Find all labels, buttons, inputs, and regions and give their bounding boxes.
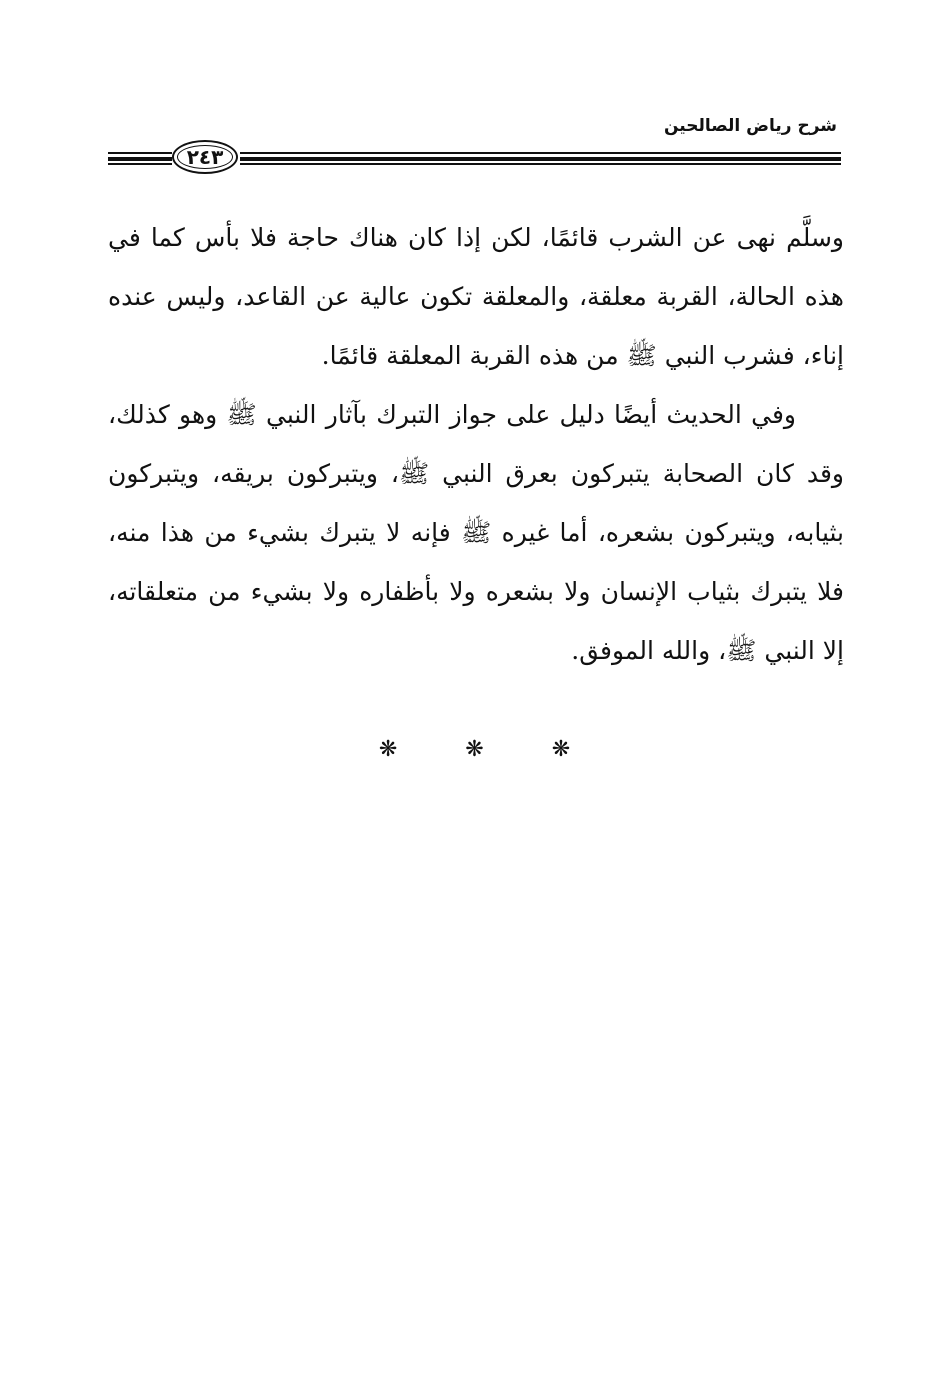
page-number: ٢٤٣ <box>186 145 224 169</box>
paragraph: وفي الحديث أيضًا دليل على جواز التبرك بآثار النبي ﷺ وهو كذلك، وقد كان الصحابة يتبركون بعرق النبي ﷺ، ويتبركون بريقه، ويتبركون بثيابه، ويتبركون بشعره، أما غيره ﷺ فإنه لا يتبرك بشيء من هذا منه، فلا يتبرك بثياب الإنسان ولا بشعره ولا بأظفاره ولا بشيء من متعلقاته، إلا النبي ﷺ، والله الموفق. <box>108 400 845 665</box>
asterism-icon: ❋ <box>378 737 398 762</box>
asterism-icon: ❋ <box>551 737 571 762</box>
header-rule-right <box>240 150 841 166</box>
page-number-badge <box>172 140 238 174</box>
header-rule-left <box>108 150 172 166</box>
paragraph: وسلَّم نهى عن الشرب قائمًا، لكن إذا كان هناك حاجة فلا بأس كما في هذه الحالة، القربة معلقة، والمعلقة تكون عالية عن القاعد، وليس عنده إناء، فشرب النبي ﷺ من هذه القربة المعلقة قائمًا. <box>108 223 844 370</box>
asterism-icon: ❋ <box>465 737 484 762</box>
book-title: شرح رياض الصالحين <box>663 116 837 136</box>
page-header <box>0 0 949 180</box>
section-separator <box>0 738 949 762</box>
page-body <box>108 208 844 680</box>
